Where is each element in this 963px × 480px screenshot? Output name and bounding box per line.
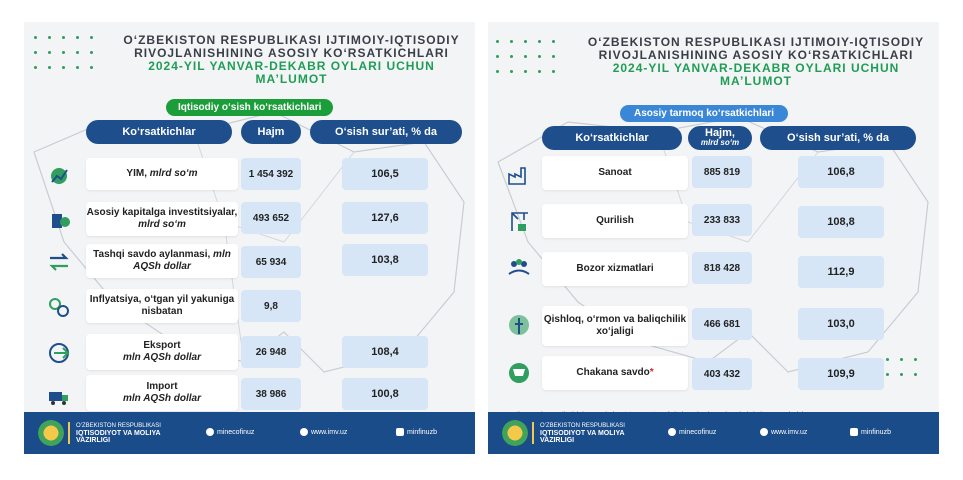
- ministry-name: O‘ZBEKISTON RESPUBLIKASI IQTISODIYOT VA MOLIYA VAZIRLIGI: [76, 423, 161, 444]
- row-label-import: Import mln AQSh dollar: [86, 375, 238, 411]
- sector-indicators-panel: [488, 22, 939, 454]
- row-volume-export: 26 948: [241, 336, 301, 368]
- section-tag: Iqtisodiy o‘sish ko‘rsatkichlari: [166, 99, 333, 116]
- section-tag: Asosiy tarmoq ko‘rsatkichlari: [620, 105, 788, 122]
- factory-icon: [506, 162, 532, 188]
- gdp-growth-icon: [46, 162, 72, 188]
- row-volume-industry: 885 819: [692, 156, 752, 188]
- row-volume-inflation: 9,8: [241, 290, 301, 322]
- globe-icon: [760, 428, 768, 436]
- row-volume-investment: 493 652: [241, 202, 301, 234]
- telegram-link[interactable]: minecofinuz: [668, 428, 716, 436]
- trade-exchange-icon: [46, 249, 72, 275]
- telegram-link[interactable]: minecofinuz: [206, 428, 254, 436]
- export-globe-icon: [46, 340, 72, 366]
- decorative-dots: [34, 36, 104, 69]
- row-growth-export: 108,4: [342, 336, 428, 368]
- ministry-emblem-icon: [38, 420, 64, 446]
- page-title: O‘ZBEKISTON RESPUBLIKASI IJTIMOIY-IQTISODIY RIVOJLANISHINING ASOSIY KO‘RSATKICHLARI 2024-YIL YANVAR-DEKABR OYLARI UCHUN MA’LUMOT: [587, 35, 925, 88]
- header-indicators: Ko‘rsatkichlar: [542, 126, 682, 150]
- row-label-export: Eksport mln AQSh dollar: [86, 334, 238, 370]
- construction-crane-icon: [506, 208, 532, 234]
- instagram-link[interactable]: minfinuzb: [850, 428, 891, 436]
- footer-divider: [532, 422, 534, 444]
- page-title: O‘ZBEKISTON RESPUBLIKASI IJTIMOIY-IQTISODIY RIVOJLANISHINING ASOSIY KO‘RSATKICHLARI 2024-YIL YANVAR-DEKABR OYLARI UCHUN MA’LUMOT: [123, 33, 460, 86]
- row-label-construction: Qurilish: [542, 204, 688, 238]
- header-growth: O‘sish sur’ati, % da: [310, 120, 462, 144]
- instagram-icon: [850, 428, 858, 436]
- footer-bar: [488, 412, 939, 454]
- row-volume-import: 38 986: [241, 378, 301, 410]
- ministry-emblem-icon: [502, 420, 528, 446]
- inflation-coins-icon: [46, 294, 72, 320]
- row-label-services: Bozor xizmatlari: [542, 252, 688, 286]
- website-link[interactable]: www.imv.uz: [760, 428, 807, 436]
- economic-growth-panel: [24, 22, 475, 454]
- row-label-trade: Tashqi savdo aylanmasi, mln AQSh dollar: [86, 244, 238, 278]
- instagram-icon: [396, 428, 404, 436]
- footer-bar: [24, 412, 475, 454]
- row-volume-construction: 233 833: [692, 204, 752, 236]
- investment-building-icon: [46, 206, 72, 232]
- row-growth-construction: 108,8: [798, 206, 884, 238]
- header-indicators: Ko‘rsatkichlar: [86, 120, 232, 144]
- row-label-agriculture: Qishloq, o‘rmon va baliqchilik xo‘jaligi: [542, 306, 688, 346]
- globe-icon: [300, 428, 308, 436]
- row-growth-agriculture: 103,0: [798, 308, 884, 340]
- row-growth-trade: 103,8: [342, 244, 428, 276]
- import-truck-icon: [46, 382, 72, 408]
- row-volume-gdp: 1 454 392: [241, 158, 301, 190]
- row-growth-gdp: 106,5: [342, 158, 428, 190]
- row-growth-investment: 127,6: [342, 202, 428, 234]
- row-growth-import: 100,8: [342, 378, 428, 410]
- telegram-icon: [206, 428, 214, 436]
- row-label-investment: Asosiy kapitalga investitsiyalar, mlrd so‘m: [86, 202, 238, 236]
- instagram-link[interactable]: minfinuzb: [396, 428, 437, 436]
- row-growth-industry: 106,8: [798, 156, 884, 188]
- row-label-industry: Sanoat: [542, 156, 688, 190]
- header-growth: O‘sish sur’ati, % da: [760, 126, 916, 150]
- telegram-icon: [668, 428, 676, 436]
- ministry-name: O‘ZBEKISTON RESPUBLIKASI IQTISODIYOT VA MOLIYA VAZIRLIGI: [540, 423, 625, 444]
- agriculture-tree-icon: [506, 312, 532, 338]
- retail-cart-icon: [506, 360, 532, 386]
- row-label-inflation: Inflyatsiya, o‘tgan yil yakuniga nisbatan: [86, 289, 238, 323]
- row-volume-services: 818 428: [692, 252, 752, 284]
- footer-divider: [68, 422, 70, 444]
- row-label-gdp: YIM, mlrd so‘m: [86, 158, 238, 190]
- website-link[interactable]: www.imv.uz: [300, 428, 347, 436]
- row-volume-agriculture: 466 681: [692, 308, 752, 340]
- header-volume: Hajm: [241, 120, 301, 144]
- row-label-retail: Chakana savdo*: [542, 356, 688, 390]
- row-volume-trade: 65 934: [241, 246, 301, 278]
- row-growth-services: 112,9: [798, 256, 884, 288]
- decorative-dots: [496, 40, 566, 73]
- header-volume: Hajm, mlrd so‘m: [688, 126, 752, 150]
- row-volume-retail: 403 432: [692, 358, 752, 390]
- services-people-icon: [506, 254, 532, 280]
- row-growth-retail: 109,9: [798, 358, 884, 390]
